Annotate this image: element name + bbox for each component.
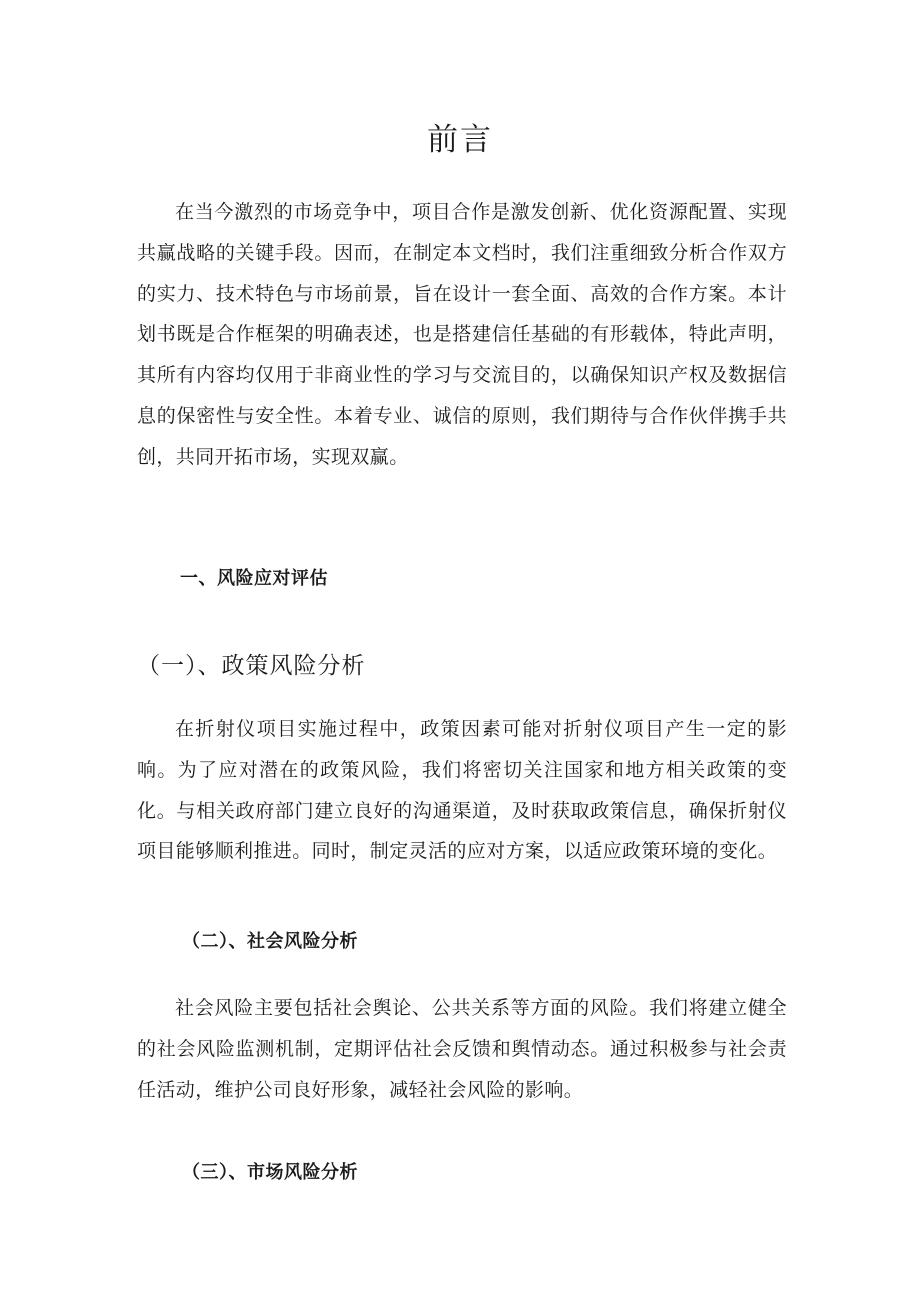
social-risk-paragraph: 社会风险主要包括社会舆论、公共关系等方面的风险。我们将建立健全的社会风险监测机制，定期评估社会反馈和舆情动态。通过积极参与社会责任活动，维护公司良好形象，减轻社会风险的影响。 xyxy=(137,997,787,1101)
intro-paragraph: 在当今激烈的市场竞争中，项目合作是激发创新、优化资源配置、实现共赢战略的关键手段。因而，在制定本文档时，我们注重细致分析合作双方的实力、技术特色与市场前景，旨在设计一套全面、高效的合作方案。本计划书既是合作框架的明确表述，也是搭建信任基础的有形载体，特此声明，其所有内容均仅用于非商业性的学习与交流目的，以确保知识产权及数据信息的保密性与安全性。本着专业、诚信的原则，我们期待与合作伙伴携手共创，共同开拓市场，实现双赢。 xyxy=(137,201,787,468)
subsection-heading-market-risk: （三）、市场风险分析 xyxy=(182,1162,358,1183)
section-heading-risk-assessment: 一、风险应对评估 xyxy=(180,568,328,589)
page-title: 前言 xyxy=(427,122,493,158)
policy-risk-paragraph: 在折射仪项目实施过程中，政策因素可能对折射仪项目产生一定的影响。为了应对潜在的政策风险，我们将密切关注国家和地方相关政策的变化。与相关政府部门建立良好的沟通渠道，及时获取政策信息，确保折射仪项目能够顺利推进。同时，制定灵活的应对方案，以适应政策环境的变化。 xyxy=(137,718,787,863)
subsection-heading-social-risk: （二）、社会风险分析 xyxy=(182,931,358,952)
subsection-heading-policy-risk: （一）、政策风险分析 xyxy=(137,653,366,679)
